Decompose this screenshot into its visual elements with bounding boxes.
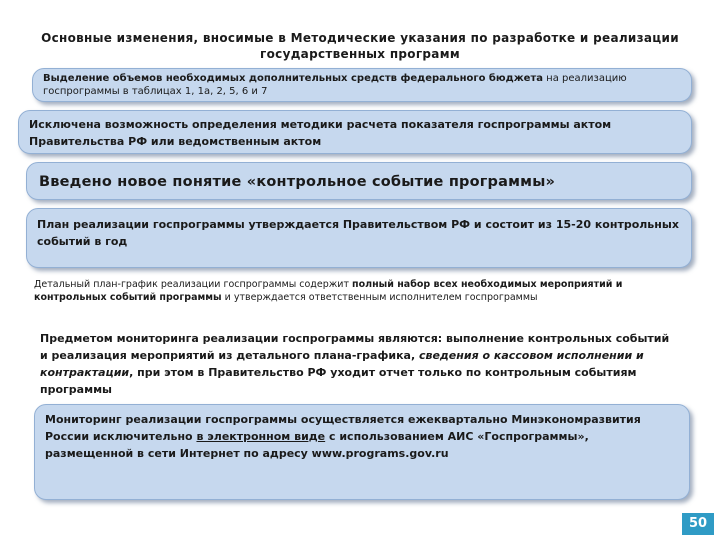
detail-part1: Детальный план-график реализации госпрограммы содержит xyxy=(34,279,353,290)
monitor-part3: , при этом в Правительство РФ уходит отчет только по контрольным событиям программы xyxy=(40,366,637,396)
detail-part3: и утверждается ответственным исполнителем госпрограммы xyxy=(221,291,538,303)
plan-text: План реализации госпрограммы утверждается Правительством РФ и состоит из 15-20 контрольных событий в год xyxy=(37,218,679,248)
info-box-monitoring xyxy=(34,404,690,500)
budget-bold-text: Выделение объемов необходимых дополнительных средств федерального бюджета xyxy=(43,73,543,84)
monitor-part2: сведения о кассовом исполнении и контрактации xyxy=(40,349,644,379)
page-number-badge: 50 xyxy=(682,513,714,535)
monitoring-part1: Мониторинг реализации госпрограммы осуществляется ежеквартально Минэкономразвития России исключительно xyxy=(45,413,641,443)
monitoring-subject-paragraph xyxy=(40,330,680,398)
info-box-control-event xyxy=(26,162,692,200)
monitoring-part2: в электронном виде xyxy=(196,430,326,443)
info-box-methodology xyxy=(18,110,692,154)
detail-part2: полный набор всех необходимых мероприятий и контрольных событий программы xyxy=(34,279,623,303)
info-box-plan xyxy=(26,208,692,268)
detail-plan-paragraph xyxy=(34,279,634,304)
info-box-budget xyxy=(32,68,692,102)
budget-normal-text: на реализацию госпрограммы в таблицах 1, 1а, 2, 5, 6 и 7 xyxy=(43,73,627,97)
control-event-text: Введено новое понятие «контрольное событие программы» xyxy=(39,174,556,190)
monitor-part1: Предметом мониторинга реализации госпрограммы являются: выполнение контрольных событий и реализация мероприятий из детального плана-графика, xyxy=(40,332,670,362)
monitoring-part3: с использованием АИС «Госпрограммы», размещенной в сети Интернет по адресу www.programs.gov.ru xyxy=(45,430,589,460)
methodology-text: Исключена возможность определения методики расчета показателя госпрограммы актом Правительства РФ или ведомственным актом xyxy=(29,118,612,148)
page-title: Основные изменения, вносимые в Методические указания по разработке и реализации государственных программ xyxy=(41,31,679,61)
